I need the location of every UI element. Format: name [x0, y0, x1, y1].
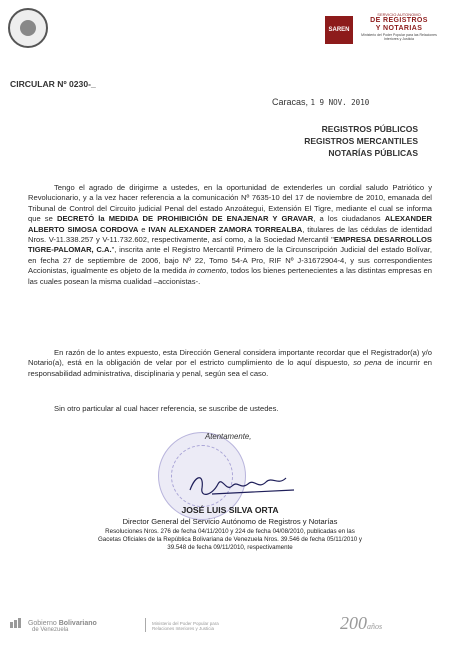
resolution-line-1: Resoluciones Nros. 276 de fecha 04/11/2010 y 224 de fecha 04/08/2010, publicadas en las [105, 528, 355, 535]
saren-logo: SAREN [325, 16, 353, 44]
recipient-notarias-publicas: NOTARÍAS PÚBLICAS [328, 148, 418, 158]
resolution-line-3: 39.548 de fecha 09/11/2010, respectivamente [167, 544, 293, 551]
gobierno-bolivariano-logo: Gobierno Bolivariano de Venezuela [10, 618, 97, 633]
bicentennial-logo: 200años [340, 613, 383, 633]
ministry-footer: Ministerio del Poder Popular para Relaciones Interiores y Justicia [152, 621, 219, 631]
footer-divider [145, 618, 146, 632]
closing-salutation: Atentamente, [205, 432, 252, 441]
date-stamp: 1 9 NOV. 2010 [310, 98, 370, 107]
recipient-registros-publicos: REGISTROS PÚBLICOS [321, 124, 418, 134]
saren-name: SERVICIO AUTONOMO DE REGISTROS Y NOTARIAS Ministerio del Poder Popular para las Relaciones Interiores y Justicia [361, 12, 437, 41]
recipient-registros-mercantiles: REGISTROS MERCANTILES [304, 136, 418, 146]
signatory-title: Director General del Servicio Autónomo de Registros y Notarías [122, 517, 338, 526]
flag-bars-icon [10, 618, 22, 628]
handwritten-signature [182, 468, 302, 502]
date-line [272, 97, 369, 107]
circular-number: CIRCULAR Nº 0230-_ [10, 79, 96, 89]
saren-logo-block [325, 10, 441, 56]
paragraph-main: Tengo el agrado de dirigirme a ustedes, en la oportunidad de extenderles un cordial saludo Patriótico y Revolucionario, y a la vez hacer referencia a la comunicación Nº 7635-10 del 17 de noviembre de 2010, emanada del Tribunal de Control del Circuito judicial Penal del estado Anzoátegui, Extensión El Tigre, mediante el cual se informa que se DECRETÓ la MEDIDA DE PROHIBICIÓN DE ENAJENAR Y GRAVAR, a los ciudadanos ALEXANDER ALBERTO SIMOSA CORDOVA e IVAN ALEXANDER ZAMORA TORREALBA, titulares de las cédulas de identidad Nros. V-11.338.257 y V-11.732.602, respectivamente, así como, a la Sociedad Mercantil "EMPRESA DESARROLLOS TIGRE-PALOMAR, C.A.", inscrita ante el Registro Mercantil Primero de la Circunscripción Judicial del estado Bolívar, en fecha 27 de septiembre de 2006, bajo Nº 22, Tomo 54-A Pro, RIF Nº J-31672904-4, y sus correspondientes Accionistas, igualmente es objeto de la medida in comento, todos los bienes pertenecientes a las distintas empresas en las cuales posean la misma cualidad –accionistas-. [28, 183, 432, 286]
signatory-name: JOSÉ LUIS SILVA ORTA [181, 505, 279, 515]
date-city: Caracas, [272, 97, 309, 107]
coat-of-arms-emblem [8, 8, 48, 48]
paragraph-closing: Sin otro particular al cual hacer referencia, se suscribe de ustedes. [54, 404, 279, 413]
paragraph-reminder: En razón de lo antes expuesto, esta Dirección General considera importante recordar que el Registrador(a) y/o Notario(a), está en la obligación de velar por el estricto cumplimiento de lo aquí dispuesto, so pena de incurrir en responsabilidad administrativa, disciplinaria y penal, según sea el caso. [28, 348, 432, 378]
resolution-line-2: Gacetas Oficiales de la República Bolivariana de Venezuela Nros. 39.546 de fecha 05/11/2010 y [97, 536, 363, 543]
